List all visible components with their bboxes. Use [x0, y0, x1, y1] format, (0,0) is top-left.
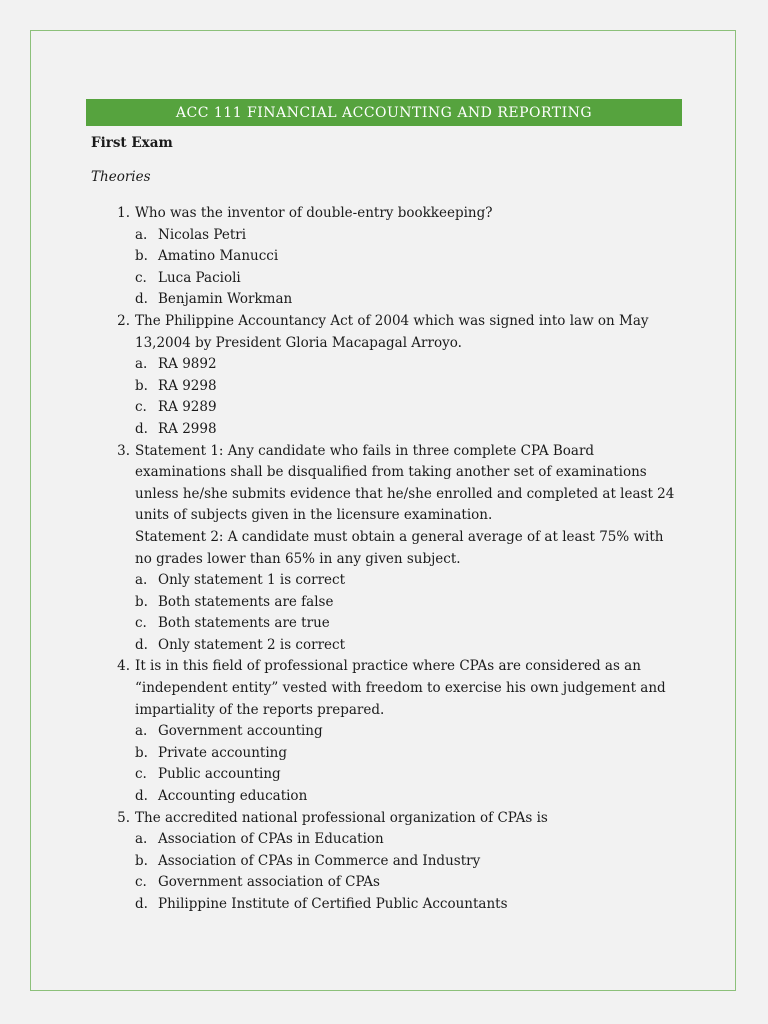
choice-text: Accounting education	[158, 788, 308, 805]
choice-text: RA 9289	[158, 399, 217, 416]
choice-letter: c.	[135, 615, 147, 632]
choice-letter: c.	[135, 874, 147, 891]
choice-letter: d.	[135, 896, 148, 912]
question-item	[110, 203, 680, 311]
answer-choice	[135, 397, 680, 419]
choice-text: Only statement 1 is correct	[158, 572, 346, 589]
choice-letter: d.	[135, 420, 148, 437]
question-text: It is in this field of professional practice where CPAs are considered as an “independent entity” vested with freedom to exercise his own judgement and impartiality of the reports prepared.	[135, 658, 666, 718]
answer-choice	[135, 419, 680, 441]
choice-letter: d.	[135, 636, 148, 653]
answer-choice	[135, 376, 680, 398]
choice-text: Association of CPAs in Commerce and Industry	[158, 852, 481, 869]
answer-choice	[135, 786, 680, 808]
answer-choice	[135, 570, 680, 592]
document-title: ACC 111 FINANCIAL ACCOUNTING AND REPORTING	[175, 104, 593, 121]
choice-letter: b.	[135, 744, 148, 761]
choice-text: Government accounting	[158, 723, 323, 740]
choice-text: Both statements are true	[158, 615, 330, 632]
choice-letter: b.	[135, 852, 148, 869]
choice-text: Only statement 2 is correct	[158, 636, 346, 653]
question-text: The accredited national professional organization of CPAs is	[135, 809, 548, 826]
question-number: 2.	[117, 312, 130, 329]
choice-letter: a.	[135, 572, 148, 589]
answer-choice	[135, 225, 680, 247]
choice-text: Association of CPAs in Education	[158, 831, 384, 848]
choice-text: RA 9298	[158, 377, 217, 394]
choice-text: RA 9892	[158, 356, 217, 373]
choice-letter: c.	[135, 766, 147, 783]
choice-text: RA 2998	[158, 420, 217, 437]
question-number: 1.	[117, 205, 130, 221]
choice-text: Government association of CPAs	[158, 874, 380, 891]
choice-text: Nicolas Petri	[158, 226, 247, 243]
question-item	[110, 441, 680, 657]
exam-subtitle: First Exam	[91, 135, 173, 151]
choice-letter: a.	[135, 356, 148, 373]
choice-text: Public accounting	[158, 766, 281, 783]
answer-choice	[135, 894, 680, 916]
question-number: 4.	[117, 658, 130, 675]
choice-letter: b.	[135, 248, 148, 265]
choice-text: Philippine Institute of Certified Public Accountants	[158, 896, 508, 912]
choice-letter: c.	[135, 399, 147, 416]
choice-letter: d.	[135, 291, 148, 308]
question-list	[110, 203, 680, 916]
answer-choice	[135, 289, 680, 311]
question-text: Who was the inventor of double-entry bookkeeping?	[135, 205, 493, 221]
choice-text: Benjamin Workman	[158, 291, 293, 308]
answer-choice	[135, 851, 680, 873]
answer-choice	[135, 829, 680, 851]
question-text: The Philippine Accountancy Act of 2004 which was signed into law on May 13,2004 by President Gloria Macapagal Arroyo.	[135, 312, 649, 351]
choice-text: Luca Pacioli	[158, 269, 241, 286]
choice-letter: b.	[135, 593, 148, 610]
answer-choice	[135, 246, 680, 268]
choice-text: Both statements are false	[158, 593, 334, 610]
choice-letter: b.	[135, 377, 148, 394]
answer-choice	[135, 743, 680, 765]
choice-letter: a.	[135, 831, 148, 848]
question-item	[110, 311, 680, 441]
choice-letter: d.	[135, 788, 148, 805]
answer-choice	[135, 635, 680, 657]
choice-letter: a.	[135, 226, 148, 243]
answer-choice	[135, 872, 680, 894]
answer-choice	[135, 613, 680, 635]
answer-choice	[135, 592, 680, 614]
choice-text: Private accounting	[158, 744, 288, 761]
choice-letter: a.	[135, 723, 148, 740]
choice-text: Amatino Manucci	[158, 248, 279, 265]
question-item	[110, 656, 680, 807]
answer-choice	[135, 268, 680, 290]
question-number: 5.	[117, 809, 130, 826]
section-label: Theories	[91, 169, 151, 185]
question-text: Statement 1: Any candidate who fails in three complete CPA Board examinations shall be disqualified from taking another set of examinations unless he/she submits evidence that he/she enrolled and completed at least 24 units of subjects given in the licensure examination. Statement 2: A candidate must obtain a general average of at least 75% with no grades lower than 65% in any given subject.	[135, 442, 675, 567]
question-number: 3.	[117, 442, 130, 459]
choice-letter: c.	[135, 269, 147, 286]
answer-choice	[135, 354, 680, 376]
answer-choice	[135, 721, 680, 743]
question-item	[110, 808, 680, 916]
answer-choice	[135, 764, 680, 786]
document-title-bar	[86, 99, 682, 126]
